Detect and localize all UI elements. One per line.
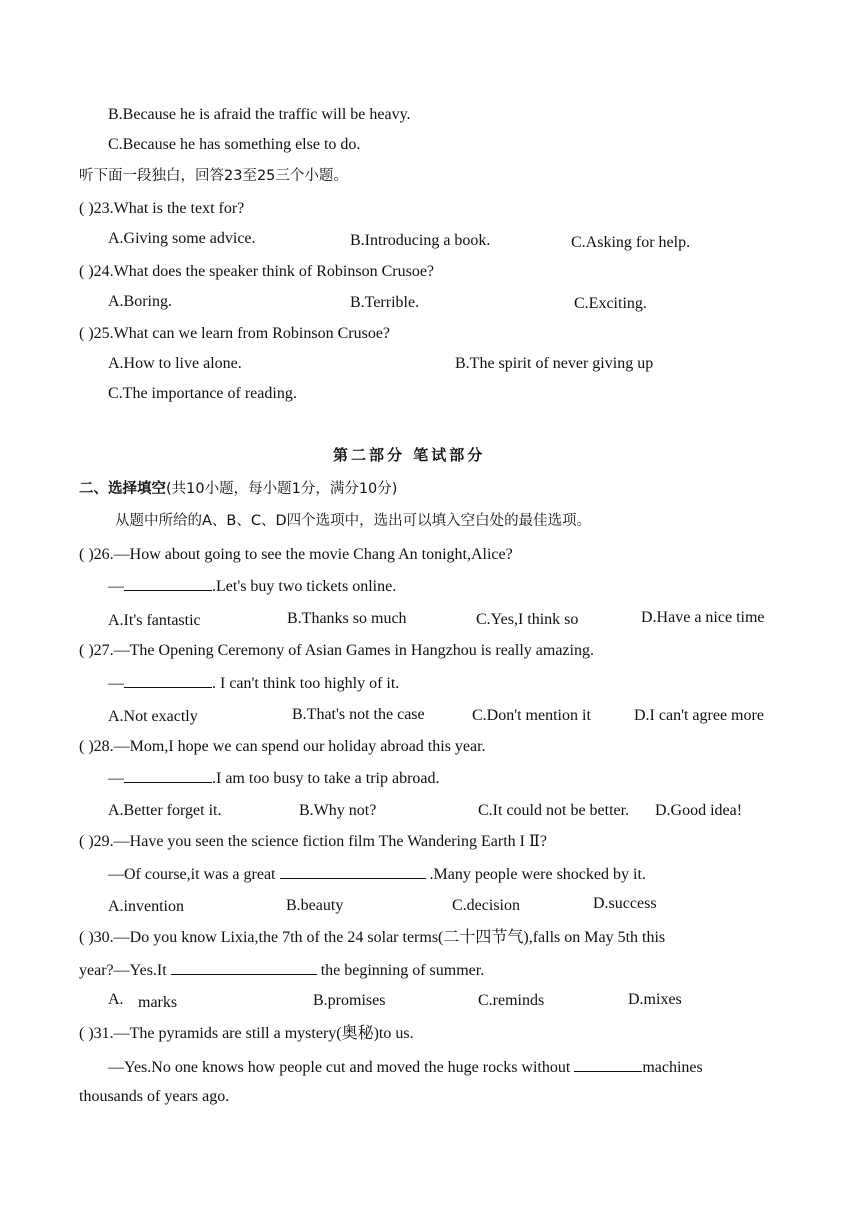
question-31: ( )31.—The pyramids are still a mystery(奥秘)to us.	[79, 1025, 414, 1042]
question-24: ( )24.What does the speaker think of Robinson Crusoe?	[79, 263, 435, 280]
q25-option-c: C.The importance of reading.	[108, 385, 297, 402]
q31-reply	[108, 1057, 703, 1078]
q28-option-d: D.Good idea!	[655, 802, 743, 819]
q30-option-a: marks	[138, 994, 178, 1011]
q28-reply-text: .I am too busy to take a trip abroad.	[212, 770, 440, 787]
monologue-instruction: 听下面一段独白，回答23至25三个小题。	[79, 168, 348, 184]
q28-option-c: C.It could not be better.	[478, 802, 630, 819]
answer-blank	[171, 960, 317, 975]
q29-option-a: A.invention	[108, 898, 184, 915]
q23-option-a: A.Giving some advice.	[108, 230, 256, 247]
answer-blank	[124, 768, 212, 783]
q26-option-a: A.It's fantastic	[108, 612, 201, 629]
answer-blank	[124, 673, 212, 688]
q31-reply-start: —Yes.No one knows how people cut and moved the huge rocks without	[108, 1059, 575, 1076]
dash: —	[108, 578, 124, 595]
q30-continuation	[79, 960, 484, 981]
q29-option-b: B.beauty	[286, 897, 344, 914]
question-29: ( )29.—Have you seen the science fiction film The Wandering Earth I Ⅱ?	[79, 833, 547, 850]
q30-option-d: D.mixes	[628, 991, 682, 1008]
q31-reply-end: machines	[642, 1059, 703, 1076]
q27-option-c: C.Don't mention it	[472, 707, 591, 724]
answer-blank	[124, 576, 212, 591]
q23-option-b: B.Introducing a book.	[350, 232, 491, 249]
q27-reply	[108, 673, 399, 694]
q25-option-b: B.The spirit of never giving up	[455, 355, 654, 372]
question-30: ( )30.—Do you know Lixia,the 7th of the 24 solar terms(二十四节气),falls on May 5th this	[79, 929, 666, 946]
q26-reply	[108, 576, 396, 597]
section-two-header	[79, 479, 397, 499]
section-two-note: (共10小题，每小题1分，满分10分)	[166, 481, 398, 497]
q24-option-b: B.Terrible.	[350, 294, 420, 311]
q26-reply-text: .Let's buy two tickets online.	[212, 578, 397, 595]
q30-option-a-letter: A.	[108, 991, 124, 1008]
q28-option-b: B.Why not?	[299, 802, 377, 819]
q22-option-c: C.Because he has something else to do.	[108, 136, 361, 153]
question-26: ( )26.—How about going to see the movie Chang An tonight,Alice?	[79, 546, 513, 563]
q26-option-d: D.Have a nice time	[641, 609, 765, 626]
q28-reply	[108, 768, 440, 789]
q27-option-b: B.That's not the case	[292, 706, 425, 723]
q29-reply-start: —Of course,it was a great	[108, 866, 280, 883]
q26-option-c: C.Yes,I think so	[476, 611, 579, 628]
q30-cont-start: year?—Yes.It	[79, 962, 171, 979]
answer-blank	[280, 864, 426, 879]
q30-cont-end: the beginning of summer.	[316, 962, 485, 979]
q29-reply-end: .Many people were shocked by it.	[425, 866, 646, 883]
question-25: ( )25.What can we learn from Robinson Crusoe?	[79, 325, 391, 342]
q23-option-c: C.Asking for help.	[571, 234, 691, 251]
q29-reply	[108, 864, 646, 885]
section-two-title: 二、选择填空	[79, 481, 166, 497]
dash: —	[108, 770, 124, 787]
q30-option-b: B.promises	[313, 992, 386, 1009]
section-two-instruction: 从题中所给的A、B、C、D四个选项中，选出可以填入空白处的最佳选项。	[115, 513, 592, 529]
q27-option-d: D.I can't agree more	[634, 707, 764, 724]
q27-option-a: A.Not exactly	[108, 708, 198, 725]
question-27: ( )27.—The Opening Ceremony of Asian Games in Hangzhou is really amazing.	[79, 642, 594, 659]
q31-continuation: thousands of years ago.	[79, 1088, 230, 1105]
part-two-title: 第二部分 笔试部分	[333, 446, 486, 464]
q26-option-b: B.Thanks so much	[287, 610, 407, 627]
q27-reply-text: . I can't think too highly of it.	[212, 675, 400, 692]
question-28: ( )28.—Mom,I hope we can spend our holiday abroad this year.	[79, 738, 486, 755]
q25-option-a: A.How to live alone.	[108, 355, 242, 372]
q30-option-c: C.reminds	[478, 992, 545, 1009]
question-23: ( )23.What is the text for?	[79, 200, 245, 217]
answer-blank	[574, 1057, 642, 1072]
q24-option-c: C.Exciting.	[574, 295, 647, 312]
q28-option-a: A.Better forget it.	[108, 802, 222, 819]
q22-option-b: B.Because he is afraid the traffic will be heavy.	[108, 106, 411, 123]
dash: —	[108, 675, 124, 692]
q24-option-a: A.Boring.	[108, 293, 172, 310]
q29-option-d: D.success	[593, 895, 657, 912]
q29-option-c: C.decision	[452, 897, 520, 914]
